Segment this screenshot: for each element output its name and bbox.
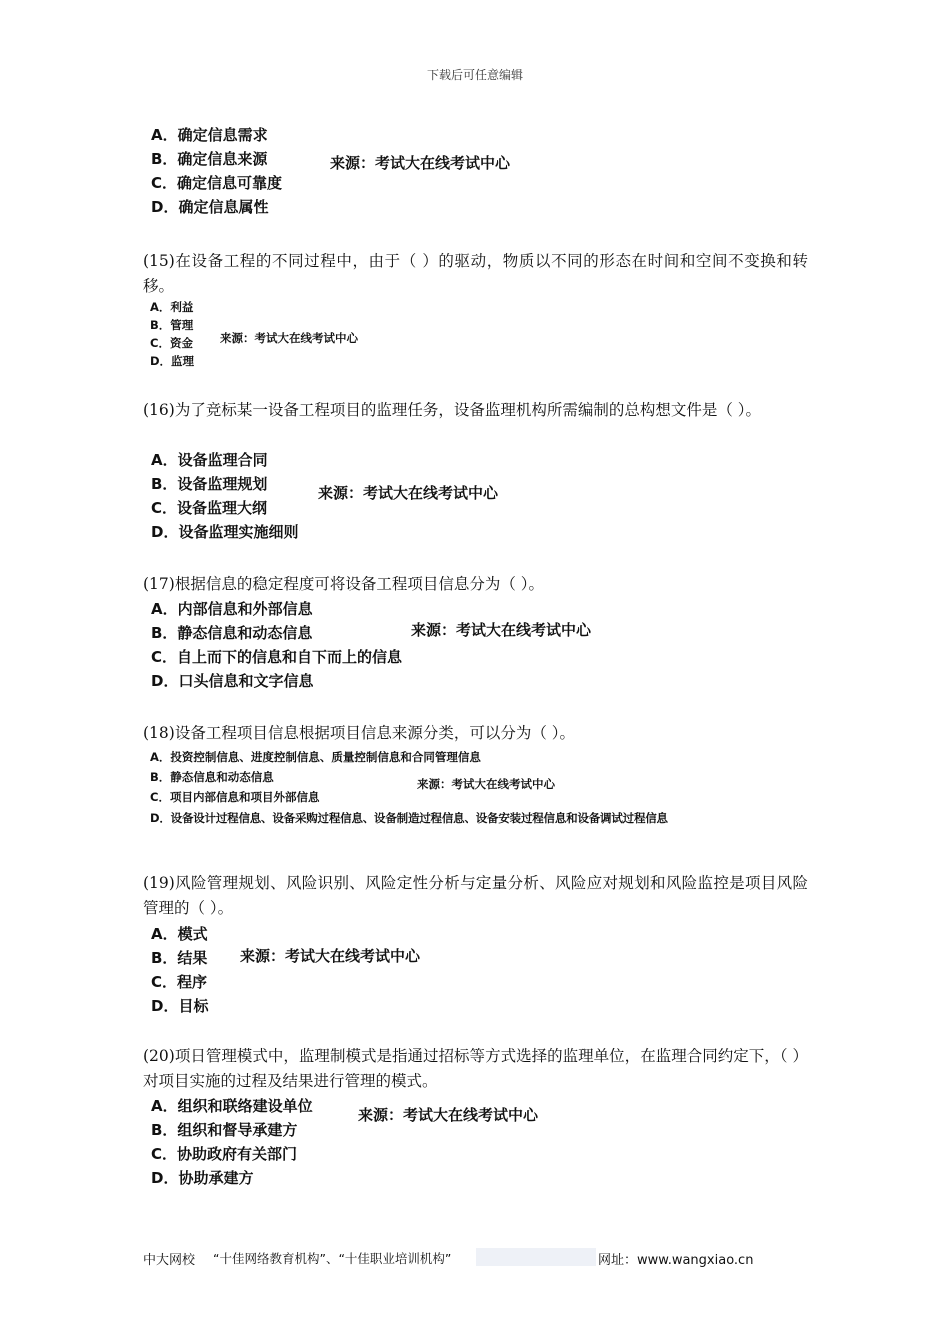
- q17-option-d: D．口头信息和文字信息: [151, 672, 314, 690]
- page-header: 下载后可任意编辑: [426, 68, 523, 82]
- q16-option-b: B．设备监理规划: [151, 475, 268, 493]
- q14-source-label: 来源：考试大在线考试中心: [330, 154, 511, 172]
- q14-option-c: C．确定信息可靠度: [151, 174, 283, 192]
- q16-source-label: 来源：考试大在线考试中心: [318, 484, 499, 502]
- q18-source-label: 来源：考试大在线考试中心: [417, 777, 555, 791]
- q20-option-b: B．组织和督导承建方: [151, 1121, 298, 1139]
- q14-option-a: A．确定信息需求: [151, 126, 268, 144]
- q15-option-d: D．监理: [150, 354, 195, 368]
- q17-stem: (17)根据信息的稳定程度可将设备工程项目信息分为（ ）。: [143, 575, 544, 593]
- footer-highlight: [476, 1248, 596, 1266]
- q19-stem: (19)风险管理规划、风险识别、风险定性分析与定量分析、风险应对规划和风险监控是项目风险管理的（ ）。: [143, 874, 808, 917]
- q18-option-c: C．项目内部信息和项目外部信息: [150, 790, 320, 804]
- q16-option-d: D．设备监理实施细则: [151, 523, 299, 541]
- q14-option-d: D．确定信息属性: [151, 198, 269, 216]
- q18-option-b: B．静态信息和动态信息: [150, 770, 274, 784]
- footer-school: 中大网校: [143, 1253, 196, 1268]
- q19-option-c: C．程序: [151, 973, 208, 991]
- q15-source-label: 来源：考试大在线考试中心: [220, 331, 358, 345]
- q19-option-a: A．模式: [151, 925, 208, 943]
- q15-option-b: B．管理: [150, 318, 194, 332]
- q15-option-c: C．资金: [150, 336, 193, 350]
- q20-stem: (20)项日管理模式中，监理制模式是指通过招标等方式选择的监理单位，在监理合同约定下，（ ）对项目实施的过程及结果进行管理的模式。: [143, 1047, 808, 1090]
- q15-option-a: A．利益: [150, 300, 194, 314]
- q18-option-a: A．投资控制信息、进度控制信息、质量控制信息和合同管理信息: [150, 750, 481, 764]
- q16-option-a: A．设备监理合同: [151, 451, 268, 469]
- q17-option-b: B．静态信息和动态信息: [151, 624, 313, 642]
- q19-source-label: 来源：考试大在线考试中心: [240, 947, 421, 965]
- q17-option-c: C．自上而下的信息和自下而上的信息: [151, 648, 403, 666]
- q18-option-d: D．设备设计过程信息、设备采购过程信息、设备制造过程信息、设备安装过程信息和设备调试过程信息: [150, 811, 668, 825]
- q18-stem: (18)设备工程项目信息根据项目信息来源分类，可以分为（ ）。: [143, 724, 575, 742]
- q17-source-label: 来源：考试大在线考试中心: [411, 621, 592, 639]
- q15-stem: (15)在设备工程的不同过程中，由于（ ）的驱动，物质以不同的形态在时间和空间不变换和转移。: [143, 252, 808, 295]
- footer-site[interactable]: 网址：www.wangxiao.cn: [598, 1253, 754, 1268]
- q20-option-d: D．协助承建方: [151, 1169, 254, 1187]
- q16-stem: (16)为了竞标某一设备工程项目的监理任务，设备监理机构所需编制的总构想文件是（ ）。: [143, 401, 761, 419]
- footer-slogan: “十佳网络教育机构”、“十佳职业培训机构”: [213, 1251, 452, 1266]
- q19-option-d: D．目标: [151, 997, 209, 1015]
- q14-option-b: B．确定信息来源: [151, 150, 268, 168]
- q16-option-c: C．设备监理大纲: [151, 499, 268, 517]
- q20-option-a: A．组织和联络建设单位: [151, 1097, 313, 1115]
- q20-source-label: 来源：考试大在线考试中心: [358, 1106, 539, 1124]
- q19-option-b: B．结果: [151, 949, 208, 967]
- q17-option-a: A．内部信息和外部信息: [151, 600, 313, 618]
- q20-option-c: C．协助政府有关部门: [151, 1145, 298, 1163]
